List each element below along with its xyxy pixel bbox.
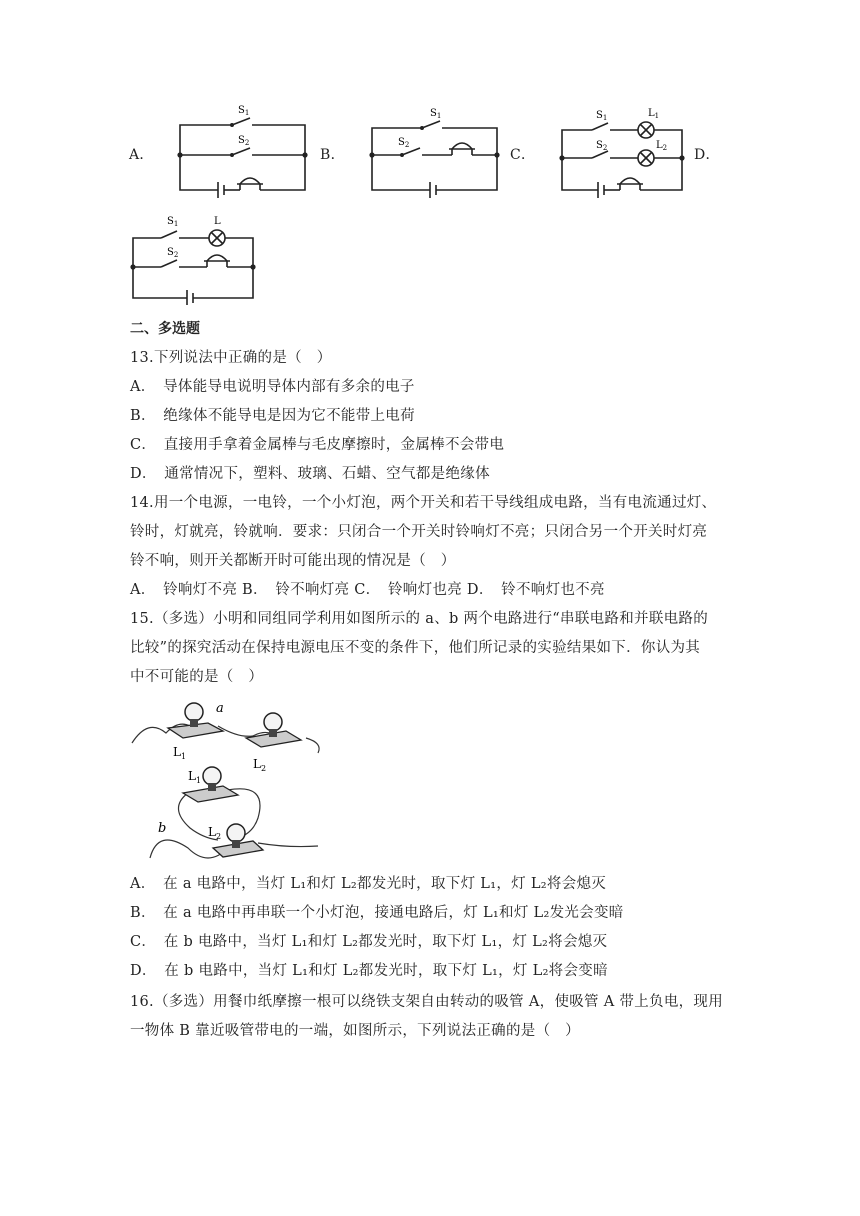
option-c-label: C． [510, 147, 536, 163]
lamp-l2-label: $L_2$ [656, 140, 668, 152]
question-13-option-d: D． 通常情况下，塑料、玻璃、石蜡、空气都是绝缘体 [130, 466, 490, 482]
option-a-label: A． [129, 147, 154, 163]
question-15-option-c: C． 在 b 电路中，当灯 L₁和灯 L₂都发光时，取下灯 L₁，灯 L₂将会熄灭 [130, 934, 608, 950]
lamp-l1-label: $L_1$ [648, 108, 660, 120]
question-14-options: A． 铃响灯不亮 B． 铃不响灯亮 C． 铃响灯也亮 D． 铃不响灯也不亮 [130, 582, 605, 598]
option-b-label: B． [320, 147, 345, 163]
bulb-a-l2-icon [246, 713, 301, 747]
switch-s2-label: $S_2$ [238, 135, 250, 147]
switch-s1-label: $S_1$ [430, 108, 442, 120]
circuit-diagram-a [170, 100, 315, 200]
label-a-l1: $L_1$ [173, 745, 187, 761]
bulb-a-l1-icon [168, 703, 223, 738]
circuit-b-label: b [158, 821, 167, 836]
question-13-option-a: A． 导体能导电说明导体内部有多余的电子 [130, 379, 415, 395]
switch-s2-label: $S_2$ [167, 247, 179, 259]
question-16-line-1: 16.（多选）用餐巾纸摩擦一根可以绕铁支架自由转动的吸管 A，使吸管 A 带上负电，现用 [130, 994, 724, 1010]
option-d-label: D． [694, 147, 720, 163]
section-title: 二、多选题 [130, 321, 200, 337]
question-15-option-a: A． 在 a 电路中，当灯 L₁和灯 L₂都发光时，取下灯 L₁，灯 L₂将会熄灭 [130, 876, 607, 892]
switch-s1-label: $S_1$ [596, 110, 608, 122]
circuit-a-label: a [216, 701, 224, 716]
question-14-line-3: 铃不响，则开关都断开时可能出现的情况是（ ） [130, 553, 456, 569]
question-15-option-b: B． 在 a 电路中再串联一个小灯泡，接通电路后，灯 L₁和灯 L₂发光会变暗 [130, 905, 624, 921]
question-13-stem: 13.下列说法中正确的是（ ） [130, 350, 332, 366]
switch-s2-label: $S_2$ [596, 140, 608, 152]
question-16-line-2: 一物体 B 靠近吸管带电的一端，如图所示，下列说法正确的是（ ） [130, 1023, 580, 1039]
switch-s2-label: $S_2$ [398, 137, 410, 149]
question-15-line-1: 15.（多选）小明和同组同学利用如图所示的 a、b 两个电路进行“串联电路和并联电路的 [130, 611, 709, 627]
circuit-diagram-b [362, 100, 507, 200]
label-b-l2: $L_2$ [208, 825, 222, 841]
question-13-option-b: B． 绝缘体不能导电是因为它不能带上电荷 [130, 408, 415, 424]
question-14-line-1: 14.用一个电源，一电铃，一个小灯泡，两个开关和若干导线组成电路，当有电流通过灯、 [130, 495, 717, 511]
label-a-l2: $L_2$ [253, 757, 267, 773]
circuit-diagram-d [125, 210, 265, 305]
switch-s1-label: $S_1$ [167, 216, 179, 228]
lamp-l-label: L [214, 216, 221, 227]
circuit-diagram-c [552, 100, 692, 200]
switch-s1-label: $S_1$ [238, 105, 250, 117]
question-15-option-d: D． 在 b 电路中，当灯 L₁和灯 L₂都发光时，取下灯 L₁，灯 L₂将会变暗 [130, 963, 608, 979]
question-15-line-3: 中不可能的是（ ） [130, 669, 264, 685]
question-15-line-2: 比较”的探究活动在保持电源电压不变的条件下，他们所记录的实验结果如下．你认为其 [130, 640, 701, 656]
question-14-line-2: 铃时，灯就亮，铃就响．要求：只闭合一个开关时铃响灯不亮；只闭合另一个开关时灯亮 [130, 524, 708, 540]
series-parallel-bulb-figure [128, 698, 328, 868]
label-b-l1: $L_1$ [188, 769, 202, 785]
question-13-option-c: C． 直接用手拿着金属棒与毛皮摩擦时，金属棒不会带电 [130, 437, 505, 453]
